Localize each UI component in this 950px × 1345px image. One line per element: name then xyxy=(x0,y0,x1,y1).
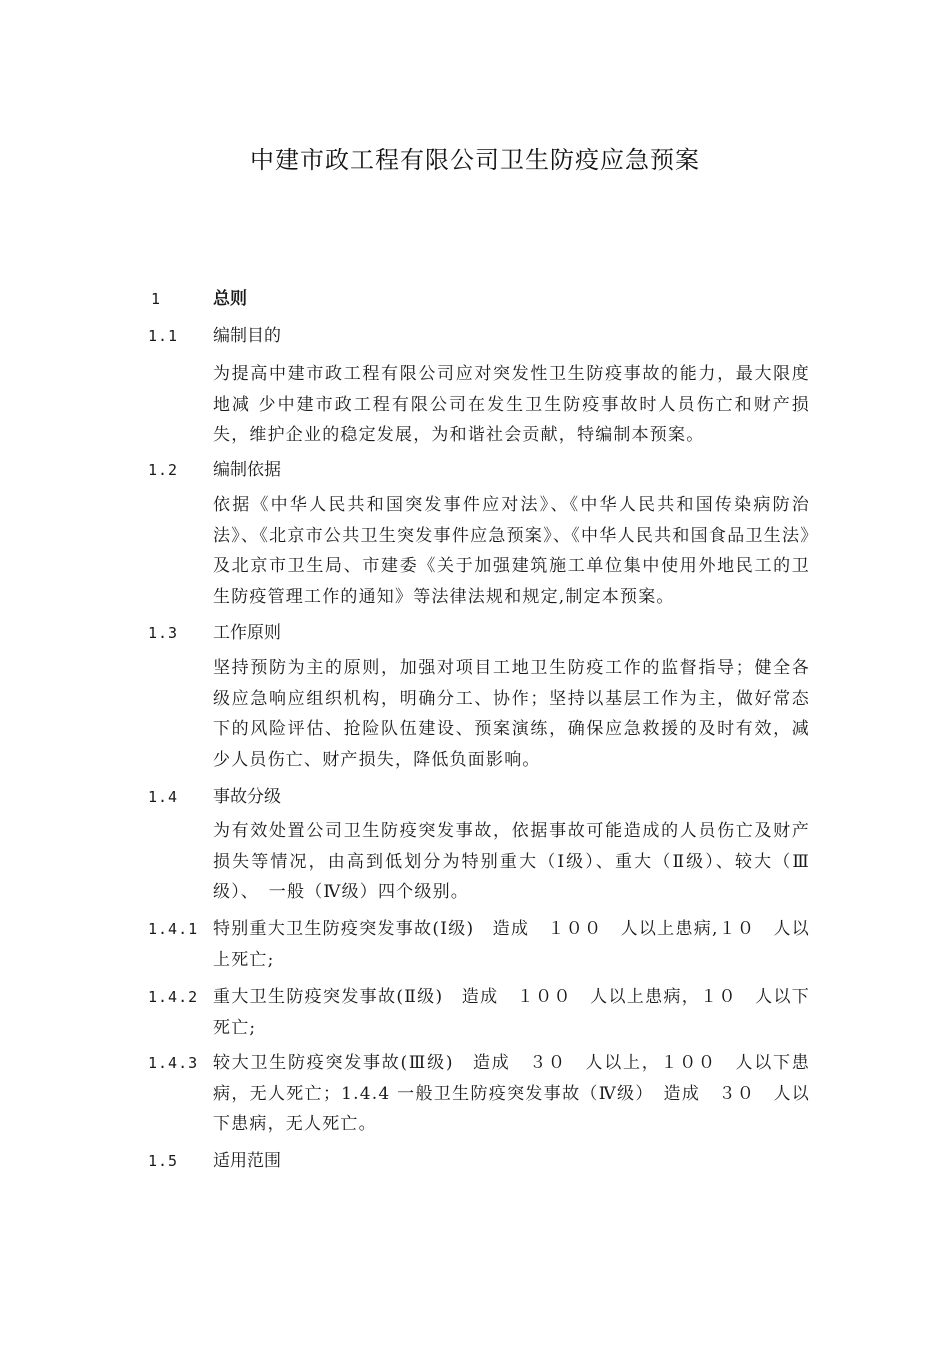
section-number: 1.2 xyxy=(148,461,179,479)
section-title: 编制目的 xyxy=(213,326,281,346)
section-title: 适用范围 xyxy=(213,1151,281,1171)
section-number: 1.5 xyxy=(148,1152,179,1170)
section-text: 重大卫生防疫突发事故(Ⅱ级) 造成 １００ 人以上患病，１０ 人以下死亡; xyxy=(213,987,810,1038)
section-number: 1.4 xyxy=(148,788,179,806)
section-number: 1.3 xyxy=(148,624,179,642)
section-number: 1.4.3 xyxy=(148,1054,199,1072)
section-text: 较大卫生防疫突发事故(Ⅲ级) 造成 ３０ 人以上，１００ 人以下患病，无人死亡；1.4.4 一般卫生防疫突发事故（Ⅳ级） 造成 ３０ 人以下患病，无人死亡。 xyxy=(213,1053,810,1134)
section-title: 工作原则 xyxy=(213,623,281,643)
section-1-1-body: 为提高中建市政工程有限公司应对突发性卫生防疫事故的能力，最大限度地减 少中建市政工程有限公司在发生卫生防疫事故时人员伤亡和财产损失，维护企业的稳定发展，为和谐社会贡献，特编制本预案。 xyxy=(213,364,810,445)
section-title: 事故分级 xyxy=(213,787,281,807)
section-text: 特别重大卫生防疫突发事故(Ⅰ级) 造成 １００ 人以上患病,１０ 人以上死亡; xyxy=(213,919,810,970)
section-1-3-body: 坚持预防为主的原则，加强对项目工地卫生防疫工作的监督指导；健全各级应急响应组织机构，明确分工、协作；坚持以基层工作为主，做好常态下的风险评估、抢险队伍建设、预案演练，确保应急救援的及时有效，减少人员伤亡、财产损失，降低负面影响。 xyxy=(213,658,810,770)
section-1-4-body: 为有效处置公司卫生防疫突发事故，依据事故可能造成的人员伤亡及财产损失等情况，由高到低划分为特别重大（Ⅰ级）、重大（Ⅱ级）、较大（Ⅲ级）、 一般（Ⅳ级）四个级别。 xyxy=(213,821,810,902)
section-title: 编制依据 xyxy=(213,460,281,480)
section-1-2-body: 依据《中华人民共和国突发事件应对法》、《中华人民共和国传染病防治法》、《北京市公共卫生突发事件应急预案》、《中华人民共和国食品卫生法》及北京市卫生局、市建委《关于加强建筑施工单位集中使用外地民工的卫生防疫管理工作的通知》等法律法规和规定,制定本预案。 xyxy=(213,495,810,607)
section-title: 总则 xyxy=(213,289,247,309)
section-number: 1.4.2 xyxy=(148,988,199,1006)
section-1-4-1 xyxy=(148,914,810,975)
section-1-4-2 xyxy=(148,982,810,1043)
section-number: 1.4.1 xyxy=(148,920,199,938)
section-1-4-3 xyxy=(148,1048,810,1140)
document-title: 中建市政工程有限公司卫生防疫应急预案 xyxy=(250,146,700,174)
section-number: 1.1 xyxy=(148,327,179,345)
section-number: 1 xyxy=(151,290,162,308)
